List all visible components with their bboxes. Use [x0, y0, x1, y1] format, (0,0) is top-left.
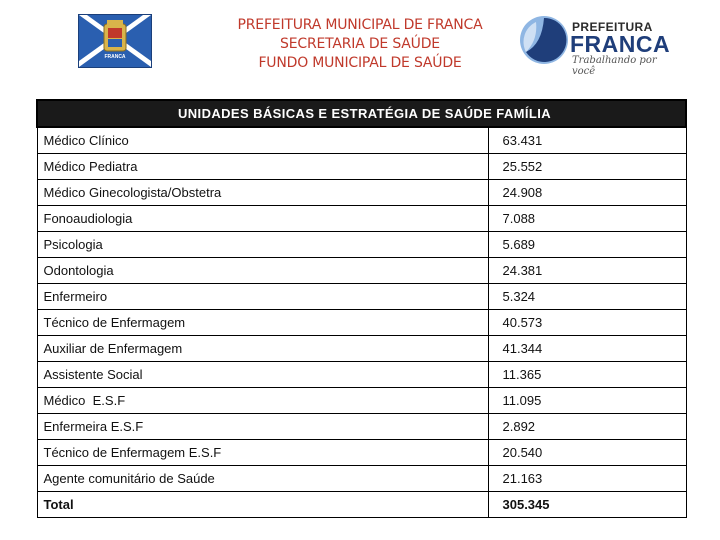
row-label: Enfermeira E.S.F	[37, 414, 488, 440]
table-row	[37, 206, 686, 232]
franca-coat-of-arms-flag-icon	[78, 14, 152, 68]
row-label: Médico Pediatra	[37, 154, 488, 180]
row-label: Médico Ginecologista/Obstetra	[37, 180, 488, 206]
row-value: 24.381	[488, 258, 686, 284]
table-row	[37, 440, 686, 466]
table-row	[37, 362, 686, 388]
header-line-prefeitura: PREFEITURA MUNICIPAL DE FRANCA	[237, 17, 483, 33]
table-row	[37, 180, 686, 206]
row-label: Enfermeiro	[37, 284, 488, 310]
logo-tagline: Trabalhando por você	[572, 55, 657, 77]
flag-caption: FRANCA	[104, 54, 126, 60]
row-label: Psicologia	[37, 232, 488, 258]
table-row	[37, 336, 686, 362]
table-banner: UNIDADES BÁSICAS E ESTRATÉGIA DE SAÚDE FAMÍLIA	[37, 100, 686, 127]
row-label: Médico Clínico	[37, 127, 488, 154]
row-value: 40.573	[488, 310, 686, 336]
header-line-fundo: FUNDO MUNICIPAL DE SAÚDE	[258, 55, 462, 71]
table-total-row	[37, 492, 686, 518]
row-value: 25.552	[488, 154, 686, 180]
table-row	[37, 154, 686, 180]
table-row	[37, 127, 686, 154]
table-row	[37, 310, 686, 336]
total-label: Total	[37, 492, 488, 518]
row-label: Fonoaudiologia	[37, 206, 488, 232]
row-value: 21.163	[488, 466, 686, 492]
header-line-secretaria: SECRETARIA DE SAÚDE	[280, 36, 440, 52]
row-label: Assistente Social	[37, 362, 488, 388]
table-row	[37, 466, 686, 492]
table-banner-row	[37, 100, 686, 127]
prefeitura-franca-logo	[518, 14, 671, 77]
row-label: Agente comunitário de Saúde	[37, 466, 488, 492]
health-units-table	[36, 99, 687, 518]
table-row	[37, 388, 686, 414]
row-label: Médico E.S.F	[37, 388, 488, 414]
row-label: Odontologia	[37, 258, 488, 284]
logo-prefeitura-text: PREFEITURA	[572, 20, 653, 34]
row-label: Auxiliar de Enfermagem	[37, 336, 488, 362]
row-value: 41.344	[488, 336, 686, 362]
total-value: 305.345	[488, 492, 686, 518]
row-value: 11.365	[488, 362, 686, 388]
row-value: 20.540	[488, 440, 686, 466]
table-row	[37, 414, 686, 440]
row-value: 5.689	[488, 232, 686, 258]
table-row	[37, 232, 686, 258]
row-value: 11.095	[488, 388, 686, 414]
logo-franca-text: FRANCA	[570, 31, 671, 57]
header-titles	[200, 16, 520, 73]
row-label: Técnico de Enfermagem	[37, 310, 488, 336]
row-value: 63.431	[488, 127, 686, 154]
row-value: 2.892	[488, 414, 686, 440]
row-value: 5.324	[488, 284, 686, 310]
row-label: Técnico de Enfermagem E.S.F	[37, 440, 488, 466]
table-row	[37, 284, 686, 310]
prefeitura-franca-logo-icon	[518, 14, 570, 66]
document-header	[0, 0, 720, 100]
row-value: 7.088	[488, 206, 686, 232]
row-value: 24.908	[488, 180, 686, 206]
table-row	[37, 258, 686, 284]
